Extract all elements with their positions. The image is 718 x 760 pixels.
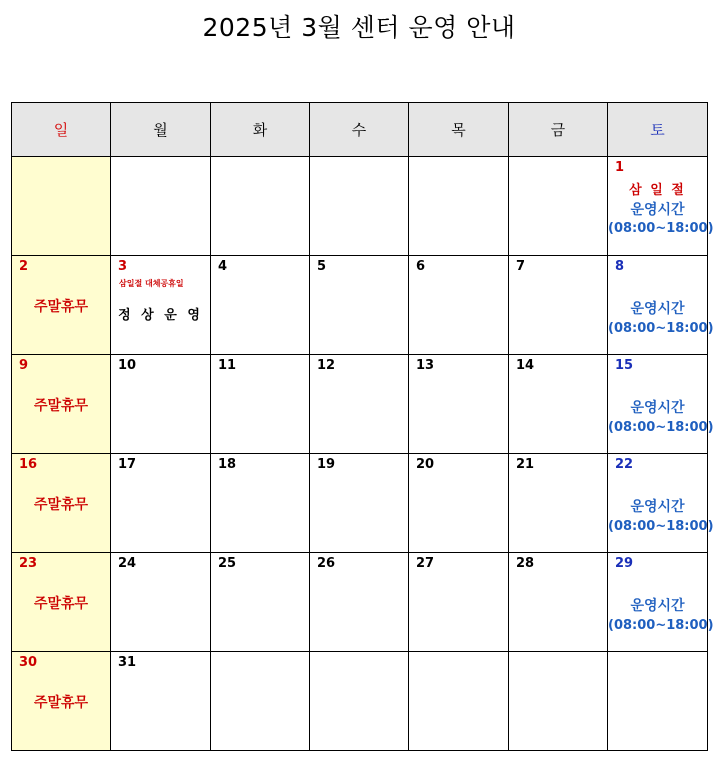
- hours-time: (08:00~18:00): [608, 519, 714, 534]
- day-cell-8: [608, 256, 714, 355]
- day-number: 15: [615, 358, 634, 373]
- weekday-sat: 토: [608, 103, 708, 157]
- week-row: [12, 157, 708, 256]
- weekday-fri: 금: [509, 103, 608, 157]
- weekday-wed: 수: [310, 103, 409, 157]
- day-number: 28: [516, 556, 535, 571]
- day-number: 26: [317, 556, 336, 571]
- day-number: 11: [218, 358, 237, 373]
- substitute-holiday-label: 삼일절 대체공휴일: [119, 279, 184, 288]
- hours-label: 운영시간: [630, 598, 685, 614]
- day-number: 12: [317, 358, 336, 373]
- day-number: 9: [19, 358, 29, 373]
- day-cell-23: [12, 553, 111, 652]
- weekday-sun: 일: [12, 103, 111, 157]
- day-number: 10: [118, 358, 137, 373]
- hours-label: 운영시간: [630, 499, 685, 515]
- hours-time: (08:00~18:00): [608, 221, 714, 236]
- day-number: 21: [516, 457, 535, 472]
- day-number: 13: [416, 358, 435, 373]
- day-number: 16: [19, 457, 38, 472]
- day-number: 8: [615, 259, 625, 274]
- day-cell-empty: [211, 157, 310, 256]
- day-number: 30: [19, 655, 38, 670]
- day-number: 29: [615, 556, 634, 571]
- day-number: 6: [416, 259, 426, 274]
- day-cell-29: [608, 553, 714, 652]
- weekday-mon: 월: [111, 103, 211, 157]
- day-cell-27: [409, 553, 509, 652]
- day-cell-empty: [310, 652, 409, 751]
- day-cell-5: [310, 256, 409, 355]
- day-number: 18: [218, 457, 237, 472]
- day-cell-20: [409, 454, 509, 553]
- day-cell-21: [509, 454, 608, 553]
- day-cell-30: [12, 652, 111, 751]
- day-cell-empty: [409, 157, 509, 256]
- day-cell-3: [111, 256, 211, 355]
- weekend-off-label: 주말휴무: [33, 398, 89, 414]
- day-number: 14: [516, 358, 535, 373]
- weekend-off-label: 주말휴무: [33, 596, 89, 612]
- day-cell-22: [608, 454, 714, 553]
- day-cell-1: [608, 157, 714, 256]
- day-number: 22: [615, 457, 634, 472]
- day-cell-2: [12, 256, 111, 355]
- day-cell-empty: [12, 157, 111, 256]
- day-cell-16: [12, 454, 111, 553]
- day-cell-18: [211, 454, 310, 553]
- day-number: 5: [317, 259, 327, 274]
- day-cell-13: [409, 355, 509, 454]
- day-number: 1: [615, 160, 625, 175]
- day-cell-26: [310, 553, 409, 652]
- week-row: [12, 454, 708, 553]
- weekday-thu: 목: [409, 103, 509, 157]
- day-number: 2: [19, 259, 29, 274]
- day-cell-10: [111, 355, 211, 454]
- day-cell-6: [409, 256, 509, 355]
- day-cell-9: [12, 355, 111, 454]
- day-number: 27: [416, 556, 435, 571]
- day-cell-11: [211, 355, 310, 454]
- day-cell-empty: [608, 652, 708, 751]
- day-number: 23: [19, 556, 38, 571]
- day-number: 31: [118, 655, 137, 670]
- day-cell-empty: [409, 652, 509, 751]
- day-cell-empty: [310, 157, 409, 256]
- day-number: 19: [317, 457, 336, 472]
- day-cell-14: [509, 355, 608, 454]
- week-row: [12, 553, 708, 652]
- hours-label: 운영시간: [630, 400, 685, 416]
- day-number: 24: [118, 556, 137, 571]
- day-cell-28: [509, 553, 608, 652]
- day-number: 7: [516, 259, 526, 274]
- day-number: 3: [118, 259, 128, 274]
- day-cell-empty: [509, 652, 608, 751]
- day-cell-19: [310, 454, 409, 553]
- hours-label: 운영시간: [630, 202, 685, 218]
- weekday-header-row: [12, 103, 708, 157]
- calendar-table: [11, 102, 714, 751]
- day-cell-31: [111, 652, 211, 751]
- day-cell-empty: [509, 157, 608, 256]
- week-row: [12, 652, 708, 751]
- day-cell-15: [608, 355, 714, 454]
- day-number: 25: [218, 556, 237, 571]
- hours-label: 운영시간: [630, 301, 685, 317]
- normal-operation-label: 정 상 운 영: [118, 308, 203, 323]
- day-cell-25: [211, 553, 310, 652]
- weekday-tue: 화: [211, 103, 310, 157]
- day-cell-12: [310, 355, 409, 454]
- day-number: 17: [118, 457, 137, 472]
- hours-time: (08:00~18:00): [608, 618, 714, 633]
- day-cell-empty: [211, 652, 310, 751]
- day-cell-empty: [111, 157, 211, 256]
- day-number: 20: [416, 457, 435, 472]
- day-cell-4: [211, 256, 310, 355]
- weekend-off-label: 주말휴무: [33, 695, 89, 711]
- day-number: 4: [218, 259, 228, 274]
- weekend-off-label: 주말휴무: [33, 299, 89, 315]
- day-cell-7: [509, 256, 608, 355]
- week-row: [12, 256, 708, 355]
- hours-time: (08:00~18:00): [608, 321, 714, 336]
- day-cell-17: [111, 454, 211, 553]
- holiday-label: 삼 일 절: [629, 183, 686, 198]
- page-title: 2025년 3월 센터 운영 안내: [202, 13, 516, 42]
- hours-time: (08:00~18:00): [608, 420, 714, 435]
- week-row: [12, 355, 708, 454]
- day-cell-24: [111, 553, 211, 652]
- weekend-off-label: 주말휴무: [33, 497, 89, 513]
